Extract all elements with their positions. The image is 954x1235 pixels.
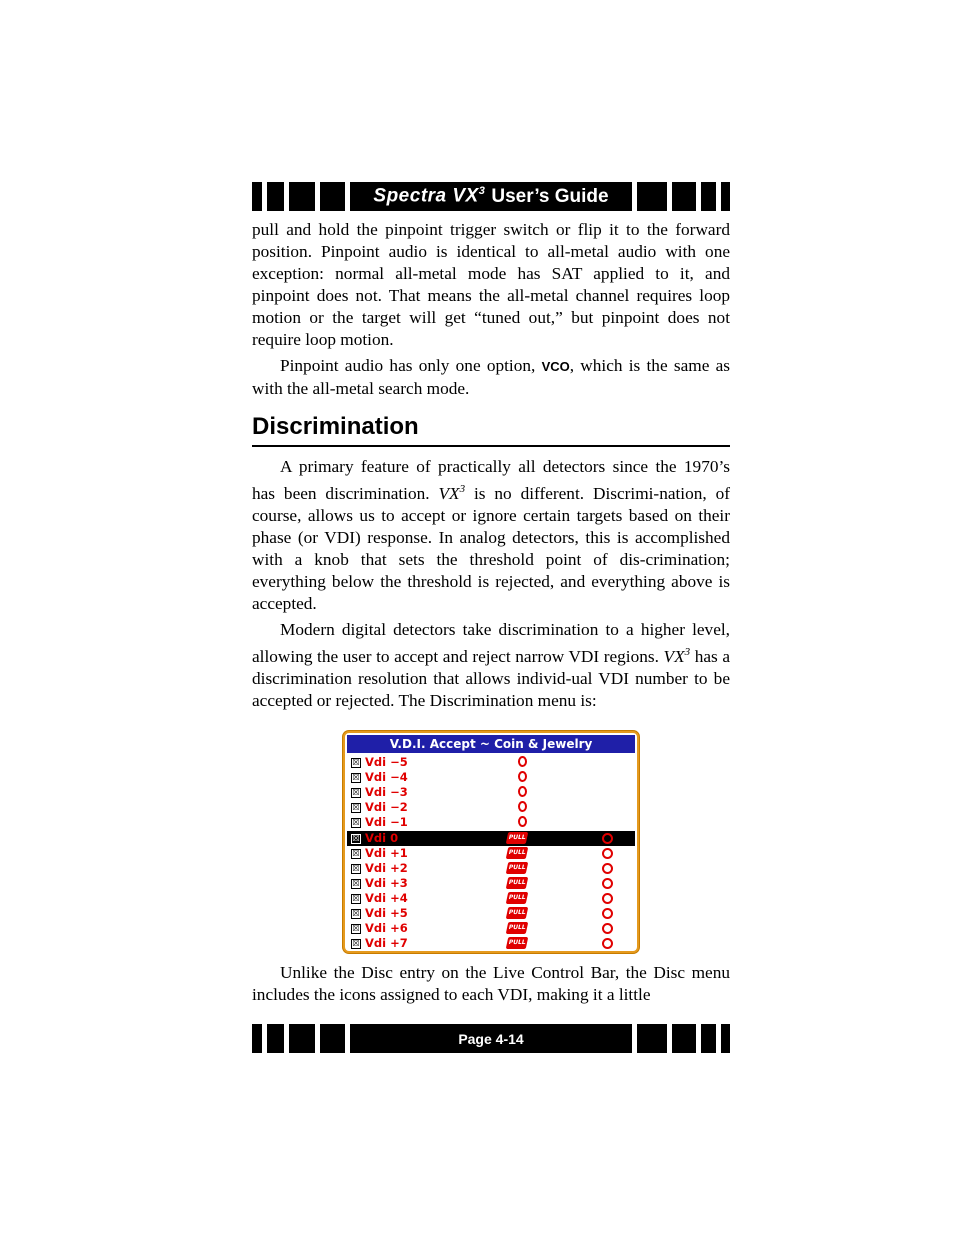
accept-checkbox[interactable]: ☒: [352, 758, 360, 767]
accept-checkbox[interactable]: ☒: [352, 909, 360, 918]
bar-block: [637, 182, 667, 211]
chain-link-icon: [602, 908, 613, 919]
chain-link-icon: [602, 878, 613, 889]
vdi-row[interactable]: [347, 755, 635, 770]
discrimination-menu-screen: [343, 731, 639, 953]
bar-block: [289, 182, 315, 211]
vdi-label: Vdi −3: [365, 785, 408, 800]
header-bar: [252, 182, 730, 211]
vdi-label: Vdi +1: [365, 845, 408, 860]
bar-block: [252, 182, 262, 211]
vdi-row[interactable]: [347, 906, 635, 921]
pull-tab-icon: PULL: [506, 937, 529, 949]
pull-tab-icon: PULL: [506, 847, 529, 859]
vdi-label: Vdi +6: [365, 921, 408, 936]
ring-icon: [518, 816, 527, 827]
vdi-label: Vdi +5: [365, 906, 408, 920]
vdi-row[interactable]: [347, 936, 635, 951]
bar-block: [701, 1024, 716, 1053]
pull-tab-icon: PULL: [506, 877, 529, 889]
footer-bar: [252, 1024, 730, 1053]
chain-link-icon: [602, 848, 613, 859]
bar-block: [721, 182, 730, 211]
ring-icon: [518, 771, 527, 782]
ring-icon: [518, 801, 527, 812]
accept-checkbox[interactable]: ☒: [352, 924, 360, 934]
pull-tab-icon: PULL: [506, 832, 529, 844]
vdi-label: Vdi +2: [365, 860, 408, 875]
vdi-row[interactable]: [347, 921, 635, 936]
bar-block: [320, 182, 345, 211]
bar-block: [267, 1024, 284, 1053]
vdi-label: Vdi 0: [365, 830, 399, 845]
bar-block: [320, 1024, 345, 1053]
accept-checkbox[interactable]: ☒: [352, 803, 360, 813]
body-text-top: [252, 219, 730, 400]
vdi-label: Vdi +4: [365, 890, 408, 905]
chain-link-icon: [602, 893, 613, 904]
accept-checkbox[interactable]: ☒: [352, 848, 360, 858]
vdi-label: Vdi −2: [365, 800, 408, 815]
vdi-row[interactable]: [347, 831, 635, 846]
guide-title: User’s Guide: [491, 185, 609, 207]
chain-link-icon: [602, 863, 613, 874]
vdi-row[interactable]: [347, 800, 635, 815]
bar-block: [672, 1024, 696, 1053]
chain-link-icon: [602, 833, 613, 844]
ring-icon: [518, 756, 527, 767]
accept-checkbox[interactable]: ☒: [352, 788, 360, 798]
accept-checkbox[interactable]: ☒: [352, 773, 360, 783]
pull-tab-icon: PULL: [506, 922, 529, 934]
vdi-row[interactable]: [347, 891, 635, 906]
ring-icon: [518, 786, 527, 797]
bar-block: [289, 1024, 315, 1053]
accept-checkbox[interactable]: ☒: [352, 878, 360, 888]
bar-block: [267, 182, 284, 211]
bar-block: [637, 1024, 667, 1053]
vdi-label: Vdi −4: [365, 770, 408, 785]
pull-tab-icon: PULL: [506, 892, 529, 904]
screen-title: V.D.I. Accept ~ Coin & Jewelry: [347, 735, 635, 753]
footer-page-box: [350, 1024, 632, 1053]
accept-checkbox[interactable]: ☒: [352, 833, 360, 843]
body-text-middle: [252, 456, 730, 712]
accept-checkbox[interactable]: ☒: [352, 818, 360, 828]
chain-link-icon: [602, 923, 613, 934]
accept-checkbox[interactable]: ☒: [352, 893, 360, 903]
vco-code: VCO: [541, 359, 570, 374]
brand-name: Spectra $VX^3$: [373, 185, 486, 207]
bar-block: [721, 1024, 730, 1053]
paragraph: Unlike the Disc entry on the Live Control Bar, the Disc menu includes the icons assigned to each VDI, making it a little: [252, 963, 730, 1004]
chain-link-icon: [602, 938, 613, 949]
bar-block: [672, 182, 696, 211]
vdi-row[interactable]: [347, 876, 635, 891]
header-title-box: [350, 182, 632, 211]
bar-block: [701, 182, 716, 211]
page-number: Page 4-14: [458, 1030, 524, 1047]
pull-tab-icon: PULL: [506, 862, 529, 874]
paragraph: Pinpoint audio has only one option, VCO, which is the same as with the all-metal search mode.: [252, 356, 730, 398]
vdi-row[interactable]: [347, 770, 635, 785]
paragraph: A primary feature of practically all detectors since the 1970’s has been discrimination. $VX^3$ is no different. Discrimi-nation, of course, allows us to accept or ignore certain targets based on their phase (or VDI) response. In analog detectors, this is accomplished with a knob that sets the threshold point of dis-crimination; everything below the threshold is rejected, and everything above is accepted.: [252, 457, 730, 613]
vdi-row[interactable]: [347, 815, 635, 830]
vdi-row[interactable]: [347, 785, 635, 800]
section-heading: Discrimination: [252, 411, 730, 447]
bar-block: [252, 1024, 262, 1053]
vdi-row[interactable]: [347, 846, 635, 861]
vdi-label: Vdi −1: [365, 815, 408, 830]
paragraph: pull and hold the pinpoint trigger switch or flip it to the forward position. Pinpoint audio is identical to all-metal audio with one exception: normal all-metal mode has SAT applied to it, and pinpoint does not. That means the all-metal channel requires loop motion or the target will get “tuned out,” but pinpoint does not require loop motion.: [252, 220, 730, 349]
paragraph: Modern digital detectors take discrimination to a higher level, allowing the user to accept and reject narrow VDI regions. $VX^3$ has a discrimination resolution that allows individ-ual VDI number to be accepted or rejected. The Discrimination menu is:: [252, 619, 730, 710]
vdi-label: Vdi +7: [365, 936, 408, 951]
vdi-label: Vdi −5: [365, 755, 408, 769]
vdi-row[interactable]: [347, 861, 635, 876]
vdi-label: Vdi +3: [365, 875, 408, 890]
body-text-bottom: [252, 962, 730, 1006]
accept-checkbox[interactable]: ☒: [352, 863, 360, 873]
pull-tab-icon: PULL: [506, 907, 529, 919]
accept-checkbox[interactable]: ☒: [352, 939, 360, 949]
